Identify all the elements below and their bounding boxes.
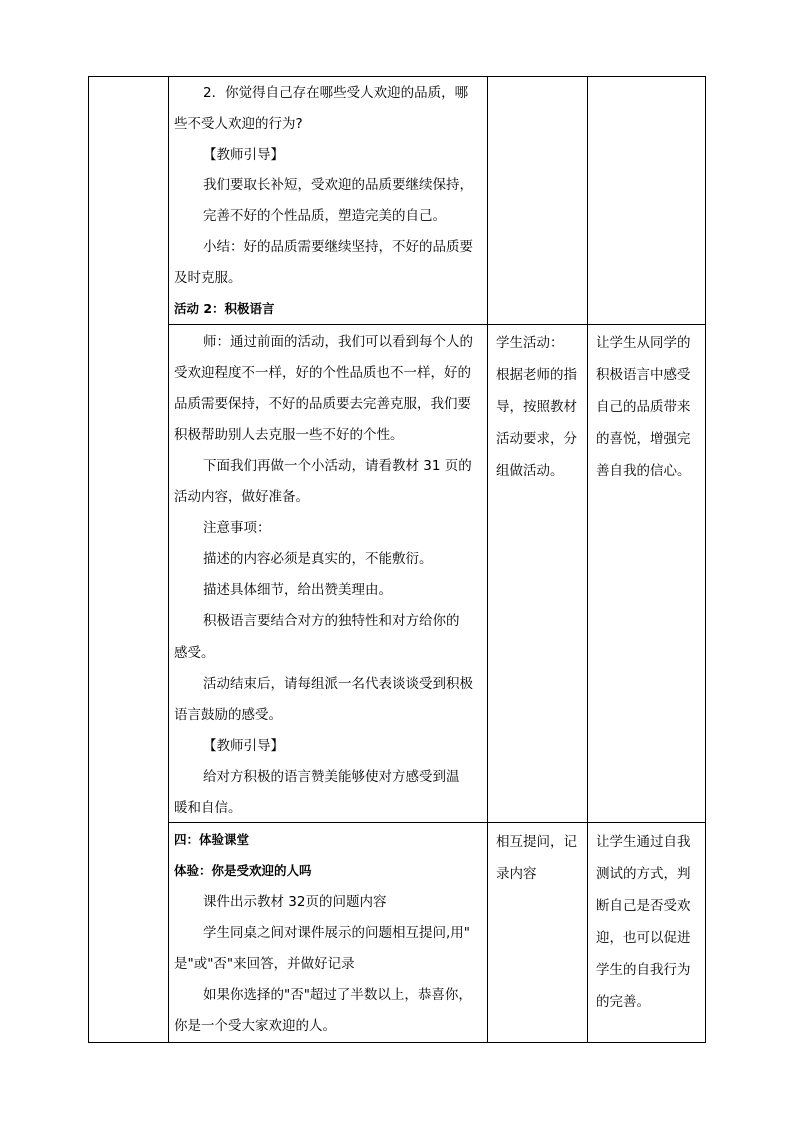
text-line: 描述的内容必须是真实的，不能敷衍。	[203, 551, 433, 567]
text-line: 善自我的信心。	[596, 463, 691, 479]
text-line: 完善不好的个性品质，塑造完美的自己。	[203, 208, 446, 224]
text-line: 感受。	[174, 645, 215, 661]
text-line: 暖和自信。	[174, 800, 242, 816]
text-line: 迎，也可以促进	[596, 930, 691, 946]
section-heading: 活动 2：积极语言	[174, 301, 275, 316]
column-divider	[487, 77, 488, 1042]
text-line: 断自己是否受欢	[596, 898, 691, 914]
text-line: 学生活动：	[496, 335, 564, 351]
text-line: 如果你选择的"否"超过了半数以上，恭喜你，	[203, 987, 472, 1003]
design-intent-cell	[596, 826, 691, 1018]
row-divider	[168, 324, 705, 325]
text-line: 测试的方式，判	[596, 866, 691, 882]
text-line: 活动结束后，请每组派一名代表谈谈受到积极	[203, 676, 473, 692]
text-line: 2．你觉得自己存在哪些受人欢迎的品质，哪	[203, 85, 469, 101]
text-line: 及时克服。	[174, 270, 242, 286]
design-intent-cell	[596, 327, 691, 487]
text-line: 课件出示教材 32页的问题内容	[203, 894, 387, 910]
text-line: 积极语言要结合对方的独特性和对方给你的	[203, 613, 460, 629]
text-line: 给对方积极的语言赞美能够使对方感受到温	[203, 769, 460, 785]
text-line: 描述具体细节，给出赞美理由。	[203, 582, 392, 598]
text-line: 活动内容，做好准备。	[174, 489, 309, 505]
text-line: 【教师引导】	[203, 738, 284, 754]
section-heading: 体验：你是受欢迎的人吗	[174, 863, 312, 878]
column-divider	[587, 77, 588, 1042]
row-divider	[168, 822, 705, 823]
text-line: 让学生通过自我	[596, 834, 691, 850]
text-line: 的喜悦，增强完	[596, 431, 691, 447]
column-divider	[168, 77, 169, 1042]
text-line: 【教师引导】	[203, 147, 284, 163]
text-line: 活动要求，分	[496, 431, 577, 447]
text-line: 小结：好的品质需要继续坚持，不好的品质要	[203, 239, 473, 255]
text-line: 学生的自我行为	[596, 962, 691, 978]
text-line: 积极帮助别人去克服一些不好的个性。	[174, 427, 404, 443]
text-line: 下面我们再做一个小活动，请看教材 31 页的	[203, 458, 472, 474]
text-line: 导，按照教材	[496, 399, 577, 415]
text-line: 积极语言中感受	[596, 367, 691, 383]
text-line: 学生同桌之间对课件展示的问题相互提问,用"	[203, 925, 471, 941]
text-line: 的完善。	[596, 994, 650, 1010]
text-line: 受欢迎程度不一样，好的个性品质也不一样，好的	[174, 365, 471, 381]
text-line: 些不受人欢迎的行为?	[174, 116, 303, 132]
section-heading: 四：体验课堂	[174, 832, 250, 847]
text-line: 你是一个受大家欢迎的人。	[174, 1018, 336, 1034]
text-line: 注意事项：	[203, 520, 271, 536]
text-line: 让学生从同学的	[596, 335, 691, 351]
text-line: 组做活动。	[496, 463, 564, 479]
text-line: 是"或"否"来回答，并做好记录	[174, 956, 355, 972]
text-line: 相互提问，记	[496, 834, 577, 850]
text-line: 根据老师的指	[496, 367, 577, 383]
text-line: 我们要取长补短，受欢迎的品质要继续保持，	[203, 177, 473, 193]
text-line: 录内容	[496, 866, 537, 882]
text-line: 师：通过前面的活动，我们可以看到每个人的	[203, 334, 473, 350]
text-line: 语言鼓励的感受。	[174, 707, 282, 723]
student-activity-cell	[496, 826, 577, 890]
student-activity-cell	[496, 327, 577, 487]
text-line: 品质需要保持，不好的品质要去完善克服，我们要	[174, 396, 471, 412]
text-line: 自己的品质带来	[596, 399, 691, 415]
